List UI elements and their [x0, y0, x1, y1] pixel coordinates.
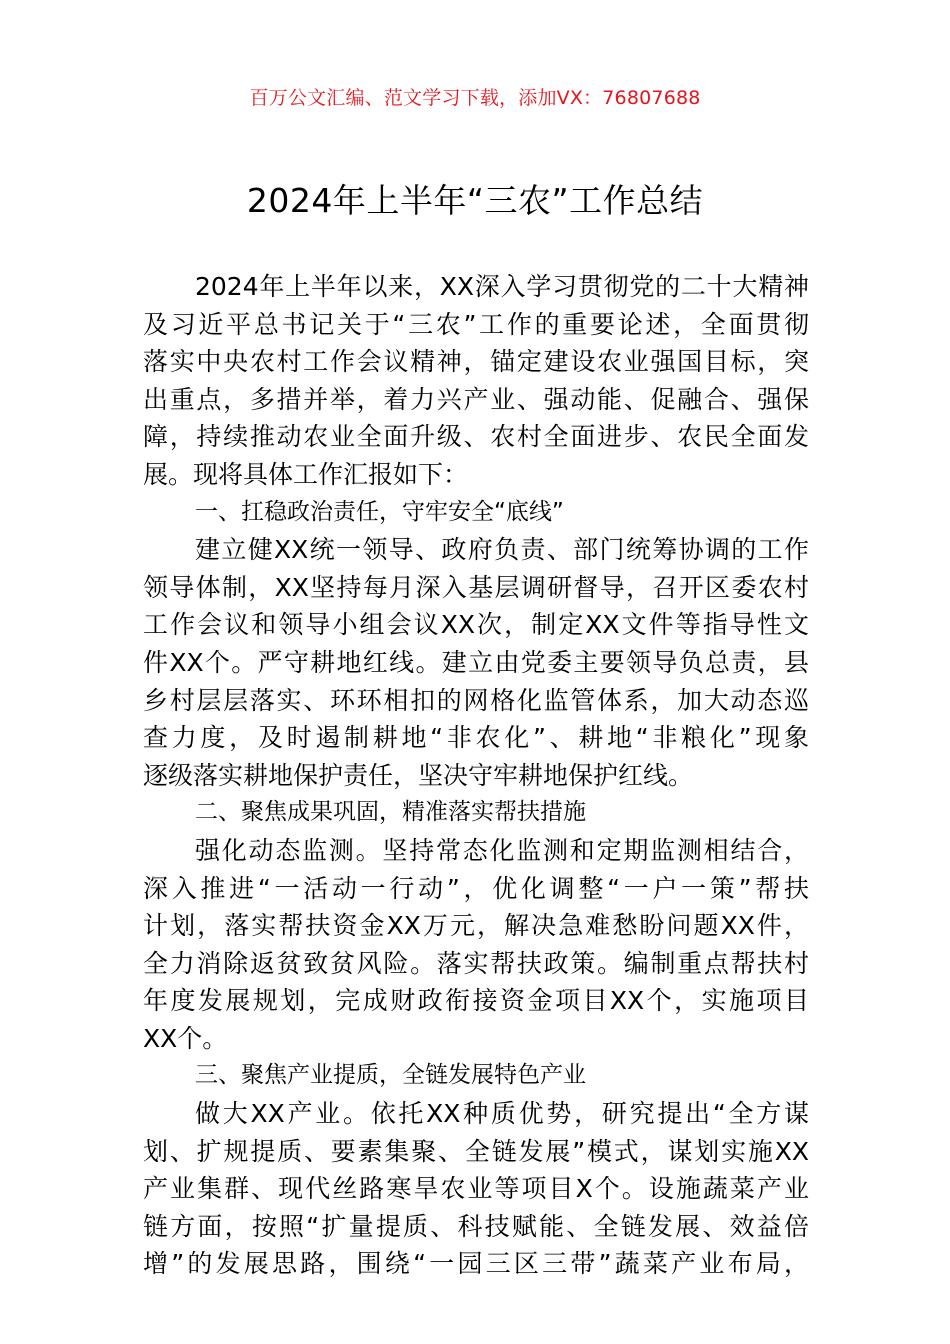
- paragraph-line: 2024年上半年以来，XX深入学习贯彻党的二十大精神: [195, 272, 809, 301]
- paragraph-line: 计划，落实帮扶资金XX万元，解决急难愁盼问题XX件，: [143, 911, 809, 941]
- paragraph-line: 深入推进“一活动一行动”，优化调整“一户一策”帮扶: [143, 873, 809, 903]
- paragraph-line: 增”的发展思路，围绕“一园三区三带”蔬菜产业布局，: [143, 1249, 809, 1279]
- paragraph-line: 产业集群、现代丝路寒旱农业等项目X个。设施蔬菜产业: [143, 1174, 809, 1204]
- paragraph-line: 出重点，多措并举，着力兴产业、强动能、促融合、强保: [143, 384, 809, 414]
- paragraph-line: 领导体制，XX坚持每月深入基层调研督导，召开区委农村: [143, 572, 809, 602]
- section-heading-2: 二、聚焦成果巩固，精准落实帮扶措施: [195, 799, 586, 826]
- section-heading-1: 一、扛稳政治责任，守牢安全“底线”: [195, 498, 564, 525]
- paragraph-line: 逐级落实耕地保护责任，坚决守牢耕地保护红线。: [143, 760, 694, 790]
- document-body: [143, 268, 809, 1283]
- paragraph-line: 建立健XX统一领导、政府负责、部门统筹协调的工作: [195, 535, 809, 565]
- paragraph-line: 链方面，按照“扩量提质、科技赋能、全链发展、效益倍: [143, 1211, 809, 1241]
- paragraph-line: 做大XX产业。依托XX种质优势，研究提出“全方谋: [195, 1099, 809, 1129]
- paragraph-line: 强化动态监测。坚持常态化监测和定期监测相结合，: [195, 835, 809, 865]
- paragraph-line: 落实中央农村工作会议精神，锚定建设农业强国目标，突: [143, 347, 809, 377]
- watermark-banner: 百万公文汇编、范文学习下载，添加VX：76807688: [249, 87, 701, 109]
- paragraph-line: 乡村层层落实、环环相扣的网格化监管体系，加大动态巡: [143, 685, 809, 715]
- paragraph-line: 件XX个。严守耕地红线。建立由党委主要领导负总责，县: [143, 647, 809, 677]
- document-title: 2024年上半年“三农”工作总结: [246, 181, 704, 220]
- section-heading-3: 三、聚焦产业提质，全链发展特色产业: [195, 1062, 586, 1089]
- paragraph-line: 障，持续推动农业全面升级、农村全面进步、农民全面发: [143, 422, 809, 452]
- paragraph-line: 工作会议和领导小组会议XX次，制定XX文件等指导性文: [143, 610, 809, 640]
- paragraph-line: 年度发展规划，完成财政衔接资金项目XX个，实施项目: [143, 986, 809, 1016]
- paragraph-line: 展。现将具体工作汇报如下：: [143, 459, 469, 489]
- paragraph-line: 全力消除返贫致贫风险。落实帮扶政策。编制重点帮扶村: [143, 948, 809, 978]
- paragraph-line: 查力度，及时遏制耕地“非农化”、耕地“非粮化”现象: [143, 723, 809, 753]
- paragraph-line: XX个。: [143, 1023, 228, 1053]
- paragraph-line: 划、扩规提质、要素集聚、全链发展”模式，谋划实施XX: [143, 1136, 809, 1166]
- paragraph-line: 及习近平总书记关于“三农”工作的重要论述，全面贯彻: [143, 309, 809, 339]
